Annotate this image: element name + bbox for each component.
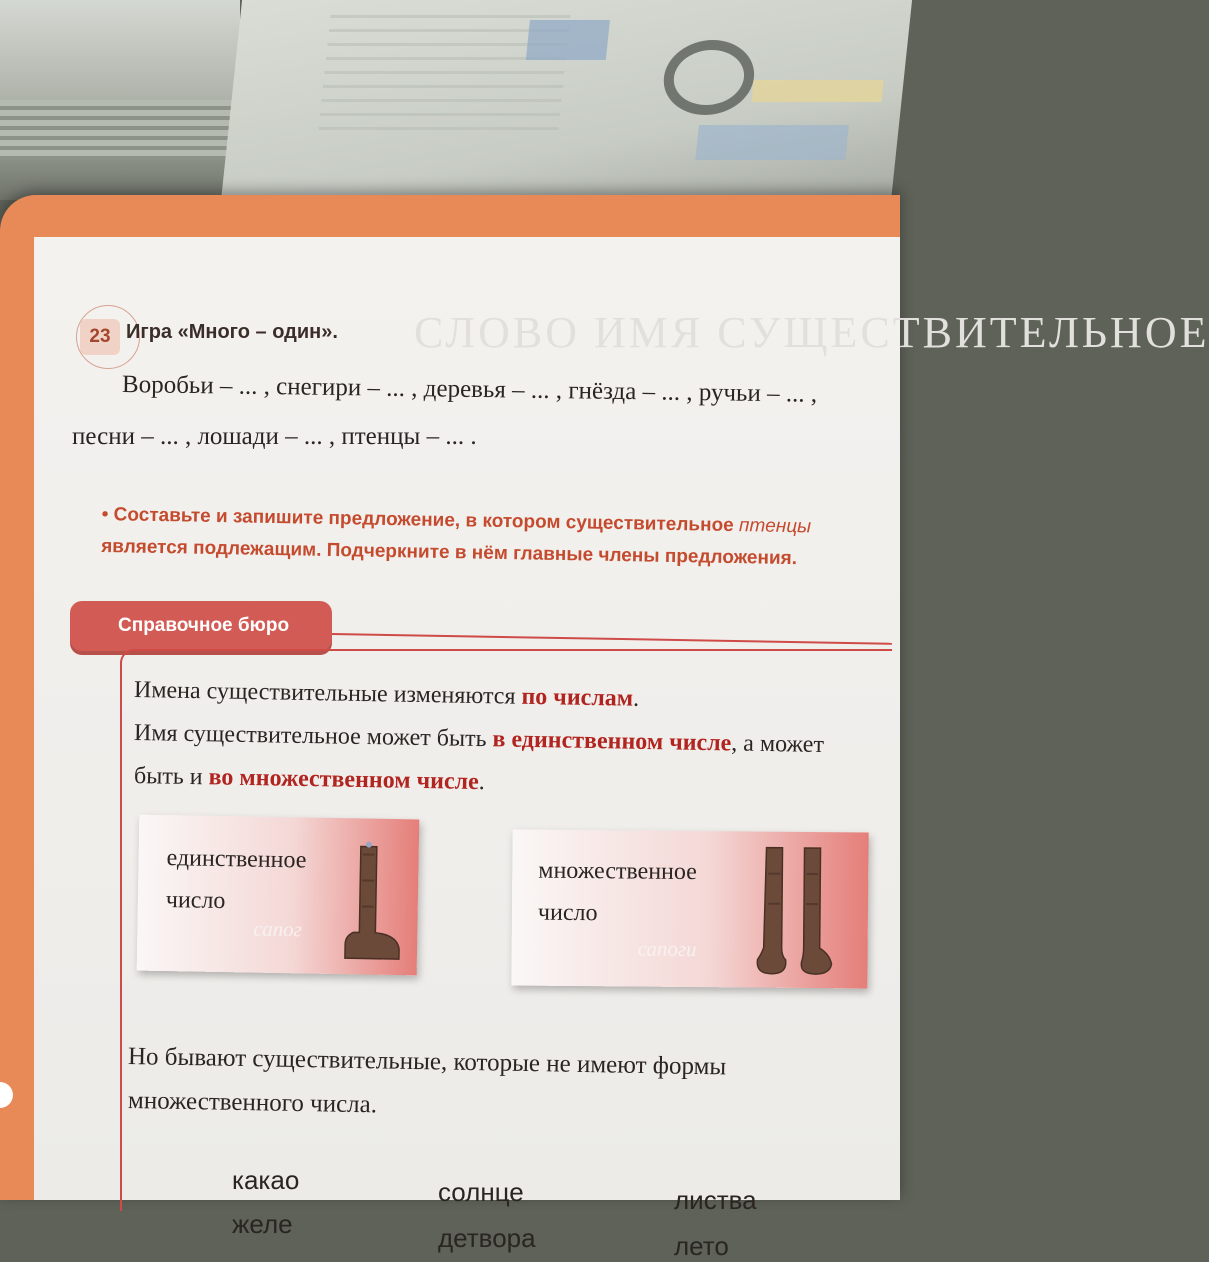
- word-item: желе: [232, 1209, 293, 1239]
- instruction-part-a: • Составьте и запишите предложение, в котором существительное: [101, 503, 740, 537]
- task-words-line-1: Воробьи – ... , снегири – ... , деревья – ... , гнёзда – ... , ручьи – ... ,: [121, 371, 818, 408]
- card-label-line: число: [537, 899, 598, 927]
- background-heading: СЛОВО ИМЯ СУЩЕСТВИТЕЛЬНОЕ: [414, 308, 1209, 357]
- task-instruction: [101, 499, 862, 576]
- card-label-line: множественное: [538, 857, 698, 886]
- plural-card-label: [538, 850, 697, 935]
- reference-text: .: [632, 685, 640, 712]
- singular-card-label: [166, 837, 307, 923]
- bottom-text-line-1: Но бывают существительные, которые не имеют формы: [127, 1043, 727, 1081]
- bottom-text-line-2: множественного числа.: [127, 1087, 378, 1119]
- card-label-line: единственное: [166, 845, 307, 874]
- page-edge-mark: [0, 1055, 14, 1135]
- background-ring: [660, 40, 758, 115]
- task-words-line-2: песни – ... , лошади – ... , птенцы – ... .: [72, 423, 477, 450]
- reference-text: Имя существительное может быть: [133, 720, 493, 753]
- word-item: лето: [674, 1231, 729, 1261]
- task-title: Игра «Много – один».: [126, 321, 338, 343]
- plural-card: [511, 829, 868, 988]
- background-highlight: [695, 125, 849, 160]
- boots-pair-icon: [749, 844, 840, 981]
- reference-text: быть и: [133, 763, 209, 791]
- reference-emphasis: во множественном числе: [208, 764, 479, 796]
- instruction-part-b: является подлежащим. Подчеркните в нём главные члены предложения.: [100, 535, 798, 570]
- reference-tab: [70, 601, 332, 655]
- word-item: солнце: [438, 1177, 524, 1207]
- card-label-line: число: [165, 887, 226, 915]
- background-highlight: [526, 20, 610, 60]
- background-highlight: [751, 80, 883, 102]
- word-item: какао: [232, 1165, 300, 1195]
- reference-text: Имена существительные изменяются: [133, 677, 522, 710]
- task-number: 23: [80, 319, 120, 355]
- background-notebook: [0, 0, 240, 200]
- plural-card-caption: сапоги: [637, 936, 697, 962]
- textbook-page: [0, 195, 1209, 1261]
- reference-divider: [332, 633, 892, 645]
- instruction-word: птенцы: [738, 515, 812, 538]
- word-item: листва: [674, 1185, 757, 1215]
- boot-icon: [339, 840, 405, 965]
- reference-text: .: [478, 769, 485, 796]
- reference-tab-label: Справочное бюро: [118, 615, 290, 636]
- singular-card: [137, 815, 420, 976]
- word-item: детвора: [438, 1223, 536, 1253]
- reference-emphasis: по числам: [521, 683, 634, 712]
- page-sheet: [34, 237, 1209, 1261]
- reference-text: , а может: [731, 730, 825, 759]
- singular-card-caption: сапог: [253, 916, 303, 942]
- reference-emphasis: в единственном числе: [492, 726, 732, 757]
